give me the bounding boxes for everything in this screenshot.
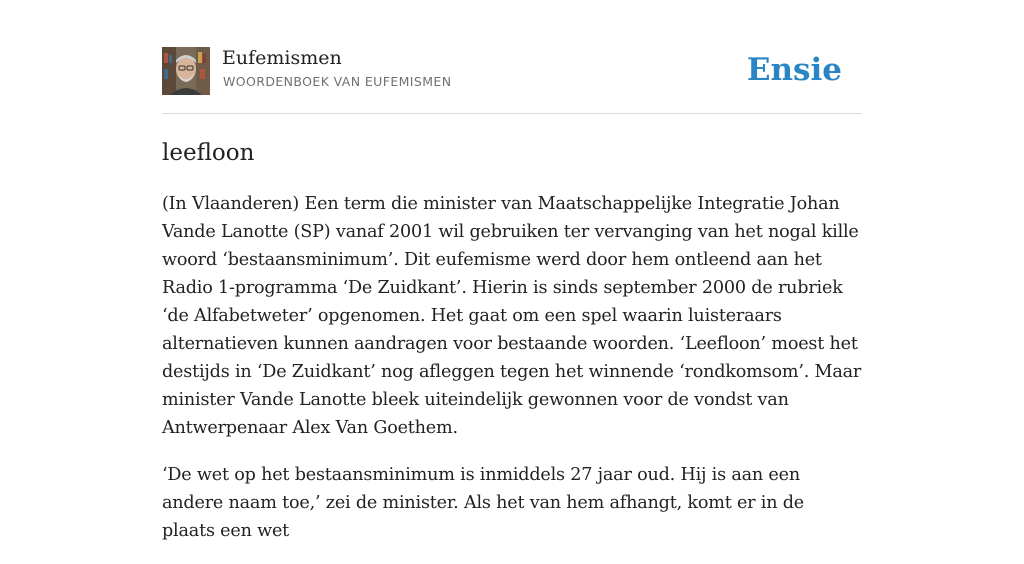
- brand-logo[interactable]: Ensie: [746, 52, 842, 88]
- entry-content: [162, 190, 862, 564]
- author-avatar-icon[interactable]: [162, 47, 210, 95]
- site-subtitle: WOORDENBOEK VAN EUFEMISMEN: [223, 74, 452, 89]
- entry-paragraph: ‘De wet op het bestaansminimum is inmiddels 27 jaar oud. Hij is aan een andere naam toe,’ zei de minister. Als het van hem afhangt, komt er in de plaats een wet: [162, 465, 804, 541]
- entry-paragraph: (In Vlaanderen) Een term die minister van Maatschappelijke Integratie Johan Vande Lanotte (SP) vanaf 2001 wil gebruiken ter vervanging van het nogal kille woord ‘bestaansminimum’. Dit eufemisme werd door hem ontleend aan het Radio 1-programma ‘De Zuidkant’. Hierin is sinds september 2000 de rubriek ‘de Alfabetweter’ opgenomen. Het gaat om een spel waarin luisteraars alternatieven kunnen aandragen voor bestaande woorden. ‘Leefloon’ moest het destijds in ‘De Zuidkant’ nog afleggen tegen het winnende ‘rondkomsom’. Maar minister Vande Lanotte bleek uiteindelijk gewonnen voor de vondst van Antwerpenaar Alex Van Goethem.: [162, 194, 862, 438]
- header-divider: [162, 113, 862, 114]
- site-header: [162, 46, 862, 96]
- site-title[interactable]: Eufemismen: [222, 47, 342, 69]
- entry-headword: leefloon: [162, 140, 255, 166]
- avatar-portrait-icon: [162, 47, 210, 95]
